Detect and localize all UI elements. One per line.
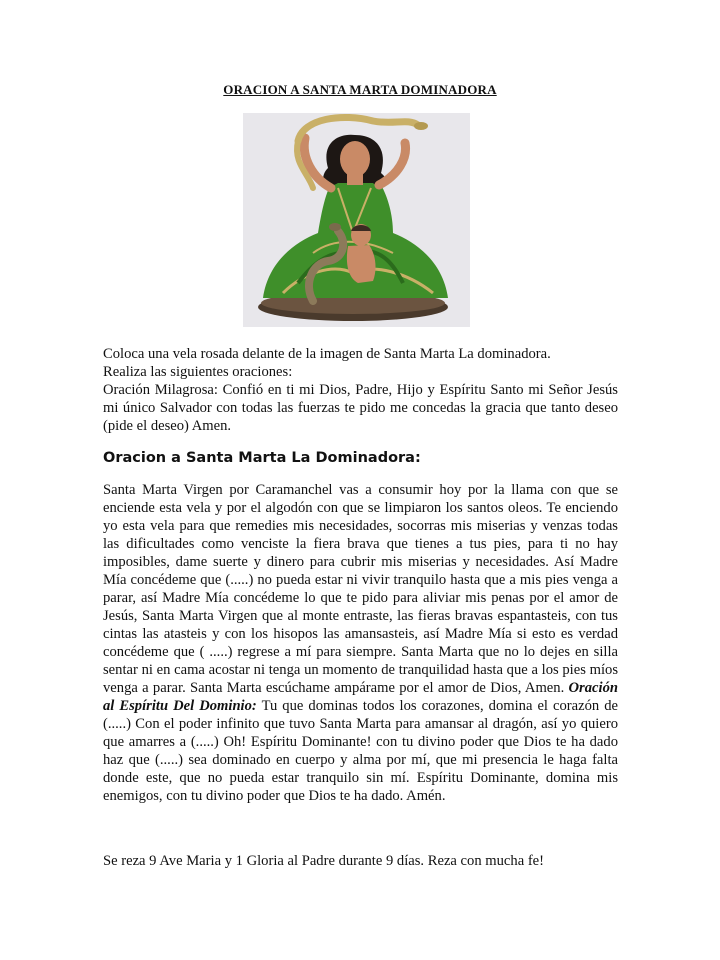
closing-instruction: Se reza 9 Ave Maria y 1 Gloria al Padre durante 9 días. Reza con mucha fe! [103, 853, 545, 869]
prayer-body-emphasis: Oración al Espíritu Del Dominio: [103, 680, 618, 714]
intro-line-candle: Coloca una vela rosada delante de la imagen de Santa Marta La dominadora. [103, 346, 551, 362]
santa-marta-statue-image [243, 113, 470, 327]
intro-paragraph [103, 345, 618, 435]
prayer-body [103, 481, 618, 805]
intro-line-prayers: Realiza las siguientes oraciones: [103, 364, 293, 380]
section-heading: Oracion a Santa Marta La Dominadora: [103, 450, 421, 466]
title-text: ORACION A SANTA MARTA DOMINADORA [223, 82, 497, 97]
intro-line-miraculous-prayer: Oración Milagrosa: Confió en ti mi Dios, Padre, Hijo y Espíritu Santo mi Señor Jesús mi único Salvador con todas las fuerzas te pido me concedas la gracia que tanto deseo (pide el deseo) Amen. [103, 382, 618, 434]
document-title [0, 82, 720, 98]
prayer-body-part2: Tu que dominas todos los corazones, domina el corazón de (.....) Con el poder infinito que tuvo Santa Marta para amansar al dragón, así yo quiero que amarres a (.....) Oh! Espíritu Dominante! con tu divino poder que Dios te ha dado haz que (.....) sea dominado en cuerpo y alma por mí, que mi presencia le haga falta donde este, que no pueda estar tranquilo sin mí. Espíritu Dominante, domina mis enemigos, con tu divino poder que Dios te ha dado. Amén. [103, 698, 619, 804]
statue-illustration [243, 113, 470, 327]
prayer-body-part1: Santa Marta Virgen por Caramanchel vas a consumir hoy por la llama con que se enciende esta vela y por el algodón con que se limpiaron los santos oleos. Te enciendo yo esta vela para que remedies mis necesidades, socorras mis miserias y venzas todas las dificultades como venciste la fiera brava que tienes a tus pies, para ti no hay imposibles, dame suerte y dinero para cubrir mis miserias y necesidades. Así Madre Mía concédeme que (.....) no pueda estar ni vivir tranquilo hasta que a mis pies venga a parar, así Madre Mía concédeme lo que te pido para aliviar mis penas por el amor de Jesús, Santa Marta Virgen que al monte entraste, las fieras bravas espantasteis, con tus cintas las atasteis y con los hisopos las amansasteis, así Madre Mía si esto es verdad concédeme que ( .....) regrese a mí para siempre. Santa Marta que no lo dejes en silla sentar ni en cama acostar ni tenga un momento de tranquilidad hasta que a los pies míos venga a parar. Santa Marta escúchame ampárame por el amor de Dios, Amen. [103, 482, 618, 696]
